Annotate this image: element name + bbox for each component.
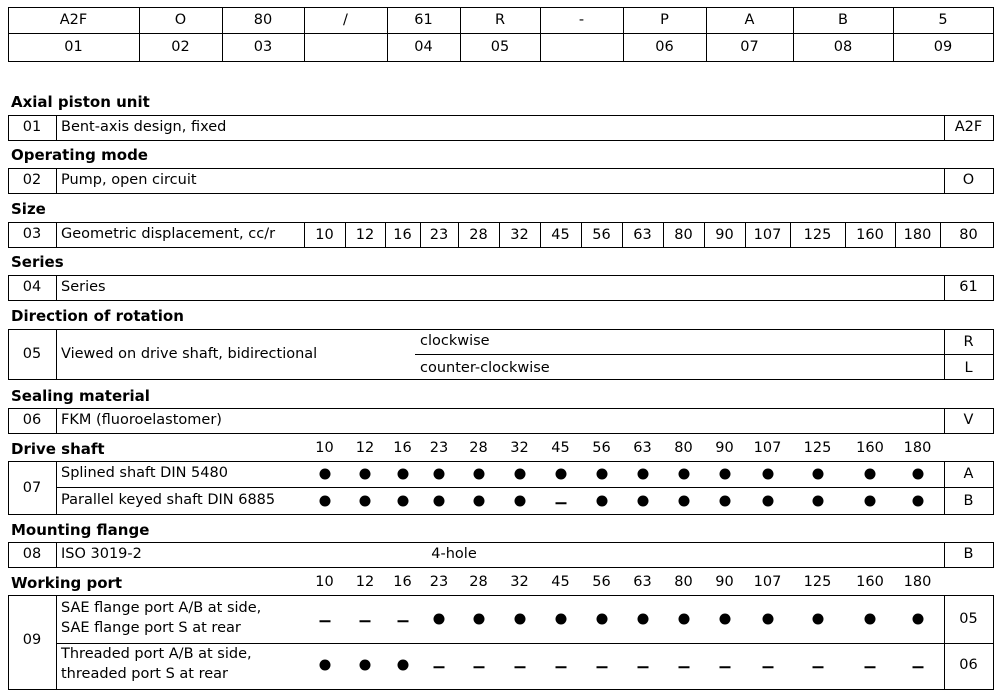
size-col-line: [581, 222, 582, 247]
code-value: A: [744, 12, 755, 28]
available-dot: [596, 496, 607, 507]
not-available-dash: [555, 502, 566, 504]
size-value: 56: [592, 227, 611, 243]
working-port-description-line1: SAE flange port A/B at side,: [61, 600, 262, 616]
code-index: 05: [490, 39, 510, 55]
drive-shaft-description: Parallel keyed shaft DIN 6885: [61, 492, 276, 508]
not-available-dash: [514, 666, 525, 668]
working-port-size-label: 160: [856, 574, 884, 590]
axial-piston-unit-heading: Axial piston unit: [11, 93, 150, 111]
code-value: 80: [253, 12, 273, 28]
code-value: 5: [938, 12, 948, 28]
mounting-flange-heading: Mounting flange: [11, 521, 150, 539]
axial-piston-unit-num-divider: [56, 115, 57, 140]
working-port-row-divider: [56, 643, 993, 644]
size-col-line: [622, 222, 623, 247]
sealing-material-num-divider: [56, 408, 57, 433]
code-table-col-line: [540, 7, 541, 61]
available-dot: [719, 496, 730, 507]
operating-mode-description: Pump, open circuit: [61, 171, 197, 188]
working-port-size-label: 63: [633, 574, 652, 590]
available-dot: [434, 496, 445, 507]
size-value: 12: [355, 227, 375, 243]
size-value: 125: [803, 227, 832, 243]
code-index: 09: [933, 39, 953, 55]
operating-mode-heading: Operating mode: [11, 146, 148, 164]
mounting-flange-code-divider: [944, 542, 945, 567]
operating-mode-code: O: [962, 171, 975, 188]
code-value: A2F: [59, 12, 88, 28]
available-dot: [319, 469, 330, 480]
drive-shaft-size-label: 16: [393, 440, 412, 456]
not-available-dash: [912, 666, 923, 668]
drive-shaft-size-label: 160: [856, 440, 884, 456]
available-dot: [514, 496, 525, 507]
available-dot: [555, 614, 566, 625]
mounting-flange-number: 08: [22, 545, 42, 562]
working-port-size-label: 45: [551, 574, 570, 590]
available-dot: [812, 469, 823, 480]
working-port-size-label: 107: [753, 574, 782, 590]
size-code: 80: [959, 227, 978, 243]
not-available-dash: [812, 666, 823, 668]
available-dot: [555, 469, 566, 480]
series-description: Series: [61, 278, 106, 295]
axial-piston-unit-code: A2F: [954, 118, 983, 135]
drive-shaft-size-label: 125: [803, 440, 832, 456]
drive-shaft-size-label: 28: [469, 440, 488, 456]
drive-shaft-size-label: 45: [551, 440, 570, 456]
drive-shaft-description: Splined shaft DIN 5480: [61, 465, 228, 481]
drive-shaft-heading: Drive shaft: [11, 440, 105, 458]
working-port-code-divider: [944, 595, 945, 689]
available-dot: [473, 614, 484, 625]
not-available-dash: [473, 666, 484, 668]
rotation-option-divider: [415, 354, 993, 355]
series-code: 61: [959, 278, 978, 295]
axial-piston-unit-code-divider: [944, 115, 945, 140]
rotation-number: 05: [22, 346, 42, 362]
available-dot: [678, 496, 689, 507]
size-value: 90: [715, 227, 734, 243]
size-value: 16: [393, 227, 412, 243]
available-dot: [812, 614, 823, 625]
size-col-line: [790, 222, 791, 247]
available-dot: [719, 469, 730, 480]
code-table-col-line: [387, 7, 388, 61]
sealing-material-code: V: [963, 411, 974, 428]
working-port-size-label: 16: [393, 574, 412, 590]
not-available-dash: [360, 620, 371, 622]
available-dot: [596, 469, 607, 480]
size-value: 23: [429, 227, 449, 243]
code-table-col-line: [623, 7, 624, 61]
code-table-col-line: [706, 7, 707, 61]
available-dot: [912, 496, 923, 507]
size-col-line: [304, 222, 305, 247]
size-col-line: [845, 222, 846, 247]
available-dot: [719, 614, 730, 625]
available-dot: [360, 469, 371, 480]
available-dot: [865, 614, 876, 625]
size-col-line: [704, 222, 705, 247]
drive-shaft-size-label: 180: [903, 440, 932, 456]
size-value: 180: [903, 227, 932, 243]
available-dot: [434, 614, 445, 625]
drive-shaft-size-label: 90: [715, 440, 734, 456]
code-value: B: [838, 12, 848, 28]
size-value: 28: [469, 227, 488, 243]
series-row: [8, 275, 994, 301]
available-dot: [473, 496, 484, 507]
size-col-line: [420, 222, 421, 247]
rotation-heading: Direction of rotation: [11, 307, 184, 325]
code-index: 01: [64, 39, 83, 55]
mounting-flange-holes: 4-hole: [431, 546, 477, 562]
available-dot: [637, 469, 648, 480]
code-table-col-line: [139, 7, 140, 61]
not-available-dash: [434, 666, 445, 668]
drive-shaft-size-label: 32: [510, 440, 529, 456]
rotation-option-clockwise: clockwise: [420, 333, 490, 349]
size-col-line: [458, 222, 459, 247]
rotation-description: Viewed on drive shaft, bidirectional: [61, 346, 318, 362]
sealing-material-heading: Sealing material: [11, 387, 150, 405]
available-dot: [762, 614, 773, 625]
size-col-line: [940, 222, 941, 247]
available-dot: [319, 496, 330, 507]
working-port-size-label: 56: [592, 574, 611, 590]
working-port-number: 09: [22, 632, 42, 648]
mounting-flange-row: [8, 542, 994, 568]
available-dot: [865, 469, 876, 480]
size-value: 160: [856, 227, 884, 243]
available-dot: [678, 614, 689, 625]
code-value: 61: [414, 12, 433, 28]
available-dot: [912, 469, 923, 480]
not-available-dash: [319, 620, 330, 622]
available-dot: [514, 614, 525, 625]
rotation-option-counter-clockwise: counter-clockwise: [420, 360, 550, 376]
drive-shaft-size-label: 10: [315, 440, 334, 456]
size-num-divider: [56, 222, 57, 247]
drive-shaft-row-divider: [56, 487, 993, 488]
working-port-num-divider: [56, 595, 57, 689]
code-index: 08: [833, 39, 853, 55]
code-index: 07: [740, 39, 759, 55]
working-port-size-label: 28: [469, 574, 488, 590]
mounting-flange-description: ISO 3019-2: [61, 545, 142, 562]
working-port-code: 05: [959, 611, 978, 627]
working-port-size-label: 32: [510, 574, 529, 590]
drive-shaft-size-label: 80: [674, 440, 693, 456]
code-table-col-line: [893, 7, 894, 61]
working-port-description-line2: threaded port S at rear: [61, 666, 228, 682]
operating-mode-num-divider: [56, 168, 57, 193]
size-col-line: [345, 222, 346, 247]
size-value: 107: [753, 227, 782, 243]
drive-shaft-size-label: 107: [753, 440, 782, 456]
not-available-dash: [719, 666, 730, 668]
available-dot: [596, 614, 607, 625]
code-value: /: [343, 12, 348, 28]
drive-shaft-size-label: 63: [633, 440, 652, 456]
code-value: -: [578, 12, 585, 28]
available-dot: [865, 496, 876, 507]
drive-shaft-code: B: [963, 493, 974, 509]
available-dot: [812, 496, 823, 507]
not-available-dash: [865, 666, 876, 668]
working-port-description-line1: Threaded port A/B at side,: [61, 646, 252, 662]
sealing-material-number: 06: [22, 411, 42, 428]
size-col-line: [745, 222, 746, 247]
drive-shaft-size-label: 12: [355, 440, 375, 456]
working-port-size-label: 80: [674, 574, 693, 590]
code-table-col-line: [222, 7, 223, 61]
working-port-description-line2: SAE flange port S at rear: [61, 620, 241, 636]
code-index: 02: [171, 39, 190, 55]
axial-piston-unit-description: Bent-axis design, fixed: [61, 118, 227, 135]
size-value: 45: [551, 227, 570, 243]
size-value: 32: [510, 227, 529, 243]
available-dot: [678, 469, 689, 480]
axial-piston-unit-number: 01: [22, 118, 42, 135]
not-available-dash: [397, 620, 408, 622]
code-table-col-line: [793, 7, 794, 61]
available-dot: [473, 469, 484, 480]
size-col-line: [663, 222, 664, 247]
series-code-divider: [944, 275, 945, 300]
code-value: O: [174, 12, 187, 28]
not-available-dash: [596, 666, 607, 668]
available-dot: [360, 660, 371, 671]
available-dot: [762, 469, 773, 480]
not-available-dash: [637, 666, 648, 668]
size-number: 03: [22, 226, 42, 242]
code-index: 03: [253, 39, 273, 55]
size-description: Geometric displacement, cc/r: [61, 226, 276, 242]
working-port-size-label: 125: [803, 574, 832, 590]
available-dot: [397, 660, 408, 671]
size-col-line: [499, 222, 500, 247]
mounting-flange-code: B: [963, 545, 974, 562]
series-num-divider: [56, 275, 57, 300]
working-port-size-label: 10: [315, 574, 334, 590]
rotation-code-clockwise: R: [963, 334, 974, 350]
size-col-line: [385, 222, 386, 247]
code-table-col-line: [460, 7, 461, 61]
sealing-material-description: FKM (fluoroelastomer): [61, 411, 222, 428]
sealing-material-code-divider: [944, 408, 945, 433]
code-table-divider: [8, 33, 993, 34]
working-port-size-label: 90: [715, 574, 734, 590]
available-dot: [319, 660, 330, 671]
operating-mode-number: 02: [22, 171, 42, 188]
operating-mode-code-divider: [944, 168, 945, 193]
code-value: P: [660, 12, 669, 28]
available-dot: [397, 496, 408, 507]
code-index: 06: [655, 39, 674, 55]
not-available-dash: [555, 666, 566, 668]
code-index: 04: [414, 39, 433, 55]
not-available-dash: [762, 666, 773, 668]
size-value: 63: [633, 227, 652, 243]
drive-shaft-number: 07: [22, 480, 42, 496]
available-dot: [397, 469, 408, 480]
working-port-code: 06: [959, 657, 978, 673]
working-port-size-label: 23: [429, 574, 449, 590]
available-dot: [514, 469, 525, 480]
drive-shaft-size-label: 56: [592, 440, 611, 456]
working-port-size-label: 12: [355, 574, 375, 590]
code-table-col-line: [304, 7, 305, 61]
mounting-flange-num-divider: [56, 542, 57, 567]
size-value: 80: [674, 227, 693, 243]
size-value: 10: [315, 227, 334, 243]
series-heading: Series: [11, 253, 64, 271]
drive-shaft-size-label: 23: [429, 440, 449, 456]
available-dot: [637, 496, 648, 507]
available-dot: [360, 496, 371, 507]
working-port-size-label: 180: [903, 574, 932, 590]
size-heading: Size: [11, 200, 46, 218]
series-number: 04: [22, 278, 42, 295]
available-dot: [434, 469, 445, 480]
available-dot: [762, 496, 773, 507]
size-col-line: [540, 222, 541, 247]
rotation-code-counter-clockwise: L: [964, 360, 973, 376]
available-dot: [637, 614, 648, 625]
rotation-num-divider: [56, 329, 57, 379]
working-port-heading: Working port: [11, 574, 123, 592]
size-col-line: [895, 222, 896, 247]
not-available-dash: [678, 666, 689, 668]
drive-shaft-code: A: [963, 466, 974, 482]
code-value: R: [494, 12, 506, 28]
available-dot: [912, 614, 923, 625]
